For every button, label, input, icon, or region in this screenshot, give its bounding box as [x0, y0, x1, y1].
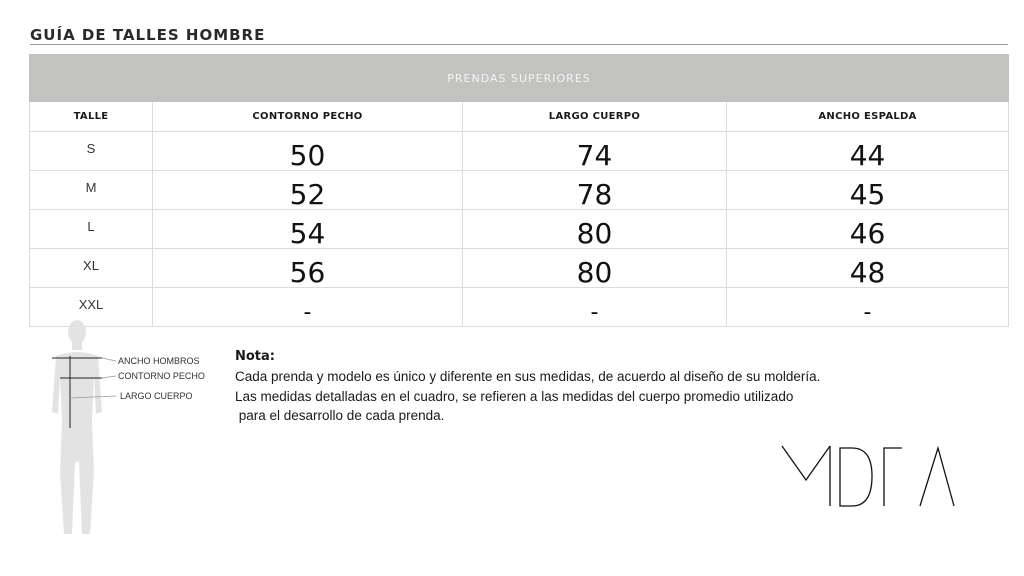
note-title: Nota:	[235, 349, 275, 364]
length-value: 74	[463, 132, 727, 171]
header-ancho-espalda: ANCHO ESPALDA	[727, 102, 1009, 132]
size-cell: XXL	[30, 288, 153, 327]
label-contorno-pecho: CONTORNO PECHO	[118, 371, 205, 381]
brand-logo-text: MDRA	[868, 479, 874, 481]
note-line: para el desarrollo de cada prenda.	[235, 408, 445, 423]
back-value: -	[727, 288, 1009, 327]
length-value: -	[463, 288, 727, 327]
section-band: PRENDAS SUPERIORES	[30, 55, 1009, 102]
table-row	[30, 210, 1009, 249]
chest-value: 56	[153, 249, 463, 288]
size-cell: L	[30, 210, 153, 249]
size-cell: M	[30, 171, 153, 210]
note-line: Las medidas detalladas en el cuadro, se refieren a las medidas del cuerpo promedio utilizado	[235, 388, 794, 404]
table-row	[30, 171, 1009, 210]
table-row	[30, 249, 1009, 288]
size-chart-table	[29, 54, 1009, 327]
size-cell: XL	[30, 249, 153, 288]
chest-value: 50	[153, 132, 463, 171]
chest-value: 54	[153, 210, 463, 249]
header-contorno-pecho: CONTORNO PECHO	[153, 102, 463, 132]
chest-value: 52	[153, 171, 463, 210]
table-row	[30, 132, 1009, 171]
header-largo-cuerpo: LARGO CUERPO	[463, 102, 727, 132]
size-cell: S	[30, 132, 153, 171]
label-largo-cuerpo: LARGO CUERPO	[120, 391, 193, 401]
length-value: 80	[463, 249, 727, 288]
chest-value: -	[153, 288, 463, 327]
back-value: 44	[727, 132, 1009, 171]
note-block	[235, 349, 875, 426]
length-value: 78	[463, 171, 727, 210]
back-value: 48	[727, 249, 1009, 288]
page-title: GUÍA DE TALLES HOMBRE	[30, 26, 266, 44]
body-silhouette-icon	[30, 312, 230, 542]
brand-logo	[780, 440, 956, 512]
back-value: 45	[727, 171, 1009, 210]
note-line: Cada prenda y modelo es único y diferente en sus medidas, de acuerdo al diseño de su moldería.	[235, 369, 821, 384]
header-talle: TALLE	[30, 102, 153, 132]
body-measurement-figure	[30, 312, 230, 542]
length-value: 80	[463, 210, 727, 249]
title-divider	[30, 44, 1008, 45]
back-value: 46	[727, 210, 1009, 249]
label-ancho-hombros: ANCHO HOMBROS	[118, 356, 200, 366]
